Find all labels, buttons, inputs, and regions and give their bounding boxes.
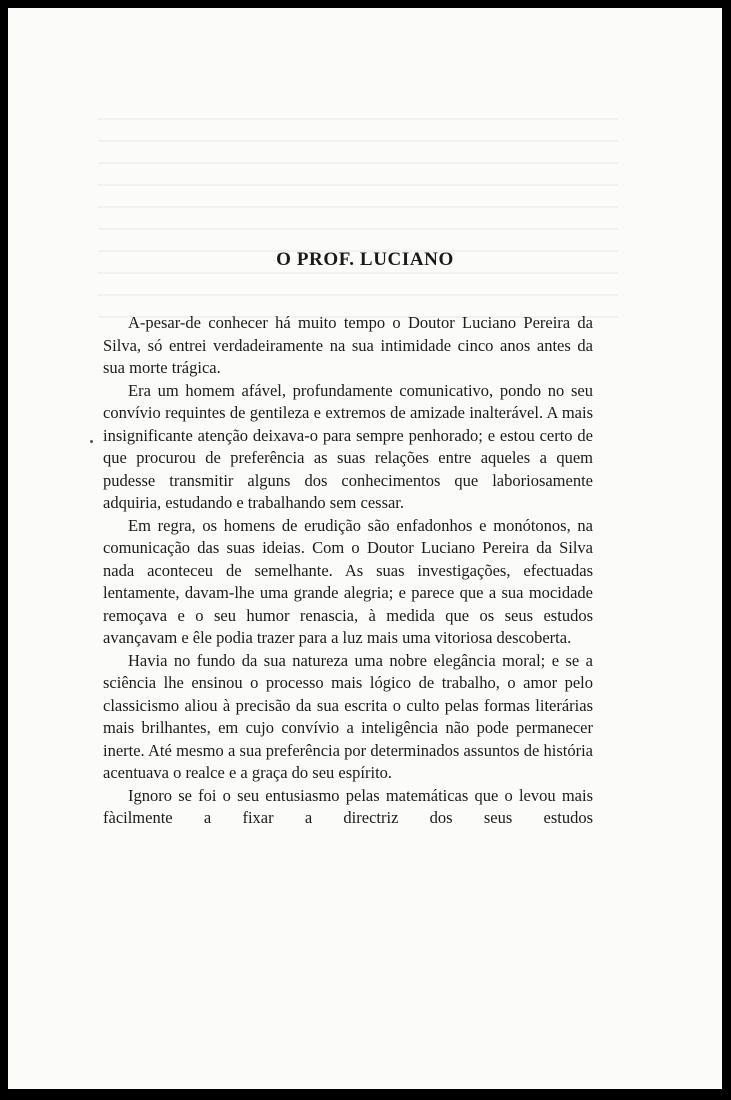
body-text [103, 312, 593, 830]
paragraph-5: Ignoro se foi o seu entusiasmo pelas matemáticas que o levou mais fàcilmente a fixar a directriz dos seus estudos [103, 785, 593, 827]
paragraph-3: Em regra, os homens de erudição são enfadonhos e monótonos, na comunicação das suas ideias. Com o Doutor Luciano Pereira da Silva nada aconteceu de semelhante. As suas investigações, efectuadas lentamente, davam-lhe uma grande alegria; e parece que a sua mocidade remoçava e o seu humor renascia, à medida que os seus estudos avançavam e êle podia trazer para a luz mais uma vitoriosa descoberta. [103, 515, 593, 647]
paragraph-2: Era um homem afável, profundamente comunicativo, pondo no seu convívio requintes de gentileza e extremos de amizade inalterável. A mais insignificante atenção deixava-o para sempre penhorado; e estou certo de que procurou de preferência as suas relações entre aqueles a quem pudesse transmitir alguns dos conhecimentos que laboriosamente adquiria, estudando e trabalhando sem cessar. [103, 380, 593, 512]
paragraph-4: Havia no fundo da sua natureza uma nobre elegância moral; e se a sciência lhe ensinou o processo mais lógico de trabalho, o amor pelo classicismo aliou à precisão da sua escrita o culto pelas formas literárias mais brilhantes, em cujo convívio a inteligência não pode permanecer inerte. Até mesmo a sua preferência por determinados assuntos de história acentuava o realce e a graça do seu espírito. [103, 650, 593, 782]
margin-mark [90, 440, 93, 443]
chapter-title: O PROF. LUCIANO [276, 249, 454, 270]
paragraph-1: A-pesar-de conhecer há muito tempo o Doutor Luciano Pereira da Silva, só entrei verdadeiramente na sua intimidade cinco anos antes da sua morte trágica. [103, 313, 593, 377]
book-page [8, 8, 722, 1089]
show-through-text [98, 118, 618, 318]
